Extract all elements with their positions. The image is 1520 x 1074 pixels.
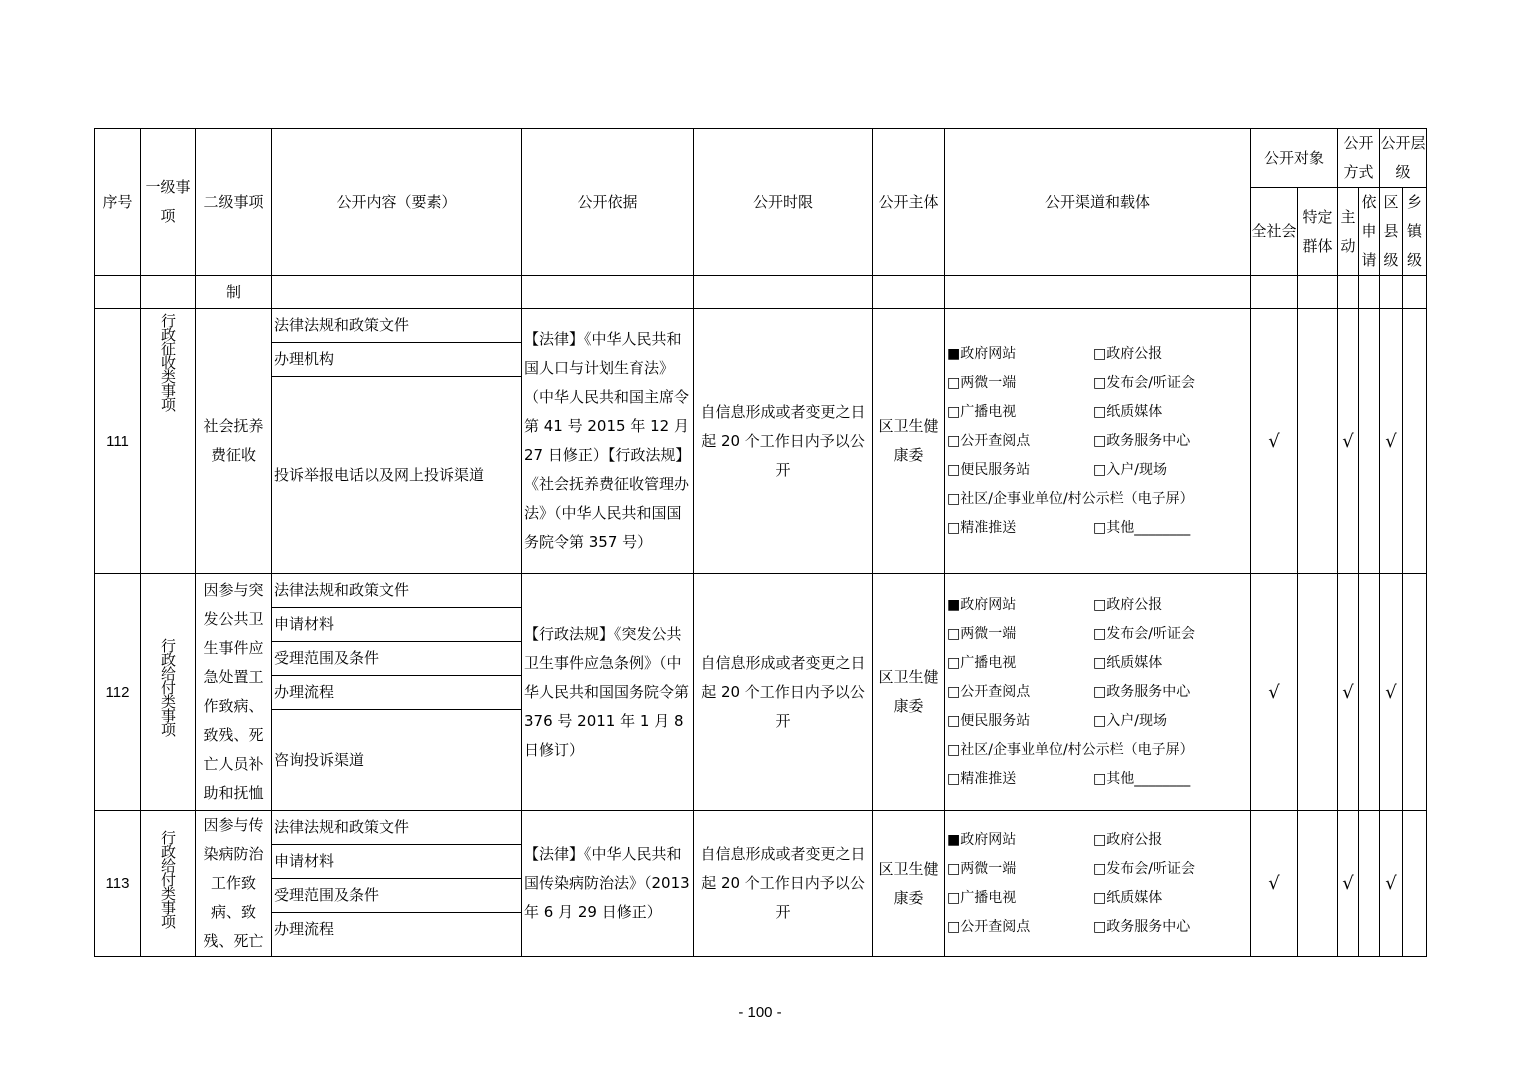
level-town-check	[1403, 811, 1427, 957]
row-basis: 【行政法规】《突发公共卫生事件应急条例》（中华人民共和国国务院令第 376 号 2011 年 1 月 8 日修订）	[522, 574, 694, 811]
channel-option: □发布会/听证会	[1093, 374, 1195, 391]
channel-option: □社区/企事业单位/村公示栏（电子屏）	[947, 490, 1194, 507]
header-level-town: 乡镇级	[1403, 188, 1427, 276]
row-seq: 112	[95, 574, 141, 811]
header-deadline: 公开时限	[694, 129, 873, 276]
channel-option: □便民服务站	[947, 461, 1031, 478]
content-item: 办理流程	[272, 676, 521, 710]
header-mode: 公开方式	[1338, 129, 1380, 188]
channel-option: □其他________	[1093, 770, 1191, 787]
content-item: 法律法规和政策文件	[272, 811, 521, 845]
channel-option: □公开查阅点	[947, 683, 1031, 700]
channel-option: □纸质媒体	[1093, 654, 1163, 671]
level-town-check	[1403, 574, 1427, 811]
continuation-level2: 制	[196, 276, 272, 309]
content-item: 法律法规和政策文件	[272, 309, 521, 343]
header-level-county: 区县级	[1380, 188, 1403, 276]
channel-option: □政务服务中心	[1093, 683, 1191, 700]
mode-active-check: √	[1338, 574, 1359, 811]
mode-active-check: √	[1338, 811, 1359, 957]
channel-option: □广播电视	[947, 654, 1017, 671]
row-deadline: 自信息形成或者变更之日起 20 个工作日内予以公开	[694, 574, 873, 811]
content-item: 法律法规和政策文件	[272, 574, 521, 608]
channel-option: □纸质媒体	[1093, 889, 1163, 906]
disclosure-table	[94, 128, 1427, 957]
target-all-check: √	[1251, 309, 1298, 574]
header-target: 公开对象	[1251, 129, 1338, 188]
channel-option: □广播电视	[947, 403, 1017, 420]
row-subject: 区卫生健康委	[873, 574, 945, 811]
channel-option: □公开查阅点	[947, 918, 1031, 935]
content-item: 办理流程	[274, 920, 335, 938]
row-level2: 因参与突发公共卫生事件应急处置工作致病、致残、死亡人员补助和抚恤	[196, 574, 272, 811]
channel-option: □政府公报	[1093, 596, 1163, 613]
level-county-check: √	[1380, 811, 1403, 957]
header-level2: 二级事项	[196, 129, 272, 276]
channel-option: □入户/现场	[1093, 461, 1167, 478]
channel-option: ■政府网站	[947, 345, 1017, 362]
channel-option: □纸质媒体	[1093, 403, 1163, 420]
header-subject: 公开主体	[873, 129, 945, 276]
channel-option: □精准推送	[947, 770, 1017, 787]
header-channel: 公开渠道和载体	[945, 129, 1251, 276]
channel-option: □其他________	[1093, 519, 1191, 536]
channel-option: ■政府网站	[947, 596, 1017, 613]
mode-active-check: √	[1338, 309, 1359, 574]
target-specific-check	[1298, 574, 1338, 811]
channel-option: □发布会/听证会	[1093, 625, 1195, 642]
header-target-all: 全社会	[1251, 188, 1298, 276]
table-row	[95, 309, 1427, 574]
channel-list	[945, 309, 1251, 574]
content-item: 受理范围及条件	[272, 879, 521, 913]
header-content: 公开内容（要素）	[272, 129, 522, 276]
mode-request-check	[1359, 309, 1380, 574]
row-seq: 113	[95, 811, 141, 957]
header-basis: 公开依据	[522, 129, 694, 276]
header-mode-active: 主动	[1338, 188, 1359, 276]
row-level1: 行政给付类事项	[159, 638, 177, 736]
channel-option: □发布会/听证会	[1093, 860, 1195, 877]
channel-option: □两微一端	[947, 860, 1017, 877]
channel-option: □两微一端	[947, 374, 1017, 391]
content-item: 办理机构	[272, 343, 521, 377]
row-basis: 【法律】《中华人民共和国传染病防治法》（2013 年 6 月 29 日修正）	[522, 811, 694, 957]
level-county-check: √	[1380, 309, 1403, 574]
row-subject: 区卫生健康委	[873, 309, 945, 574]
row-level1: 行政征收类事项	[159, 313, 177, 411]
target-specific-check	[1298, 811, 1338, 957]
channel-option: □公开查阅点	[947, 432, 1031, 449]
header-mode-request: 依申请	[1359, 188, 1380, 276]
channel-option: □便民服务站	[947, 712, 1031, 729]
table-row	[95, 574, 1427, 811]
channel-option: ■政府网站	[947, 831, 1017, 848]
mode-request-check	[1359, 574, 1380, 811]
target-specific-check	[1298, 309, 1338, 574]
level-town-check	[1403, 309, 1427, 574]
header-seq: 序号	[95, 129, 141, 276]
row-level1: 行政给付类事项	[159, 829, 177, 928]
content-item: 申请材料	[272, 608, 521, 642]
header-level: 公开层级	[1380, 129, 1427, 188]
channel-option: □广播电视	[947, 889, 1017, 906]
channel-option: □政务服务中心	[1093, 918, 1191, 935]
page-number: - 100 -	[738, 1004, 782, 1021]
target-all-check: √	[1251, 574, 1298, 811]
channel-option: □政务服务中心	[1093, 432, 1191, 449]
target-all-check: √	[1251, 811, 1298, 957]
mode-request-check	[1359, 811, 1380, 957]
channel-option: □政府公报	[1093, 345, 1163, 362]
content-item: 受理范围及条件	[272, 642, 521, 676]
content-item: 咨询投诉渠道	[274, 751, 365, 769]
row-level2: 社会抚养费征收	[196, 309, 272, 574]
content-item: 申请材料	[272, 845, 521, 879]
channel-list	[945, 574, 1251, 811]
channel-option: □政府公报	[1093, 831, 1163, 848]
content-item: 投诉举报电话以及网上投诉渠道	[274, 466, 485, 484]
channel-option: □入户/现场	[1093, 712, 1167, 729]
row-basis: 【法律】《中华人民共和国人口与计划生育法》（中华人民共和国主席令第 41 号 2015 年 12 月 27 日修正）【行政法规】《社会抚养费征收管理办法》（中华人民共和国国务院令第 357 号）	[522, 309, 694, 574]
channel-list	[945, 811, 1251, 957]
channel-option: □两微一端	[947, 625, 1017, 642]
table-row	[95, 811, 1427, 957]
row-level2: 因参与传染病防治工作致病、致残、死亡	[196, 811, 272, 957]
channel-option: □精准推送	[947, 519, 1017, 536]
row-seq: 111	[95, 309, 141, 574]
row-subject: 区卫生健康委	[873, 811, 945, 957]
row-deadline: 自信息形成或者变更之日起 20 个工作日内予以公开	[694, 811, 873, 957]
level-county-check: √	[1380, 574, 1403, 811]
header-target-specific: 特定群体	[1298, 188, 1338, 276]
row-deadline: 自信息形成或者变更之日起 20 个工作日内予以公开	[694, 309, 873, 574]
channel-option: □社区/企事业单位/村公示栏（电子屏）	[947, 741, 1194, 758]
header-level1: 一级事项	[141, 129, 196, 276]
